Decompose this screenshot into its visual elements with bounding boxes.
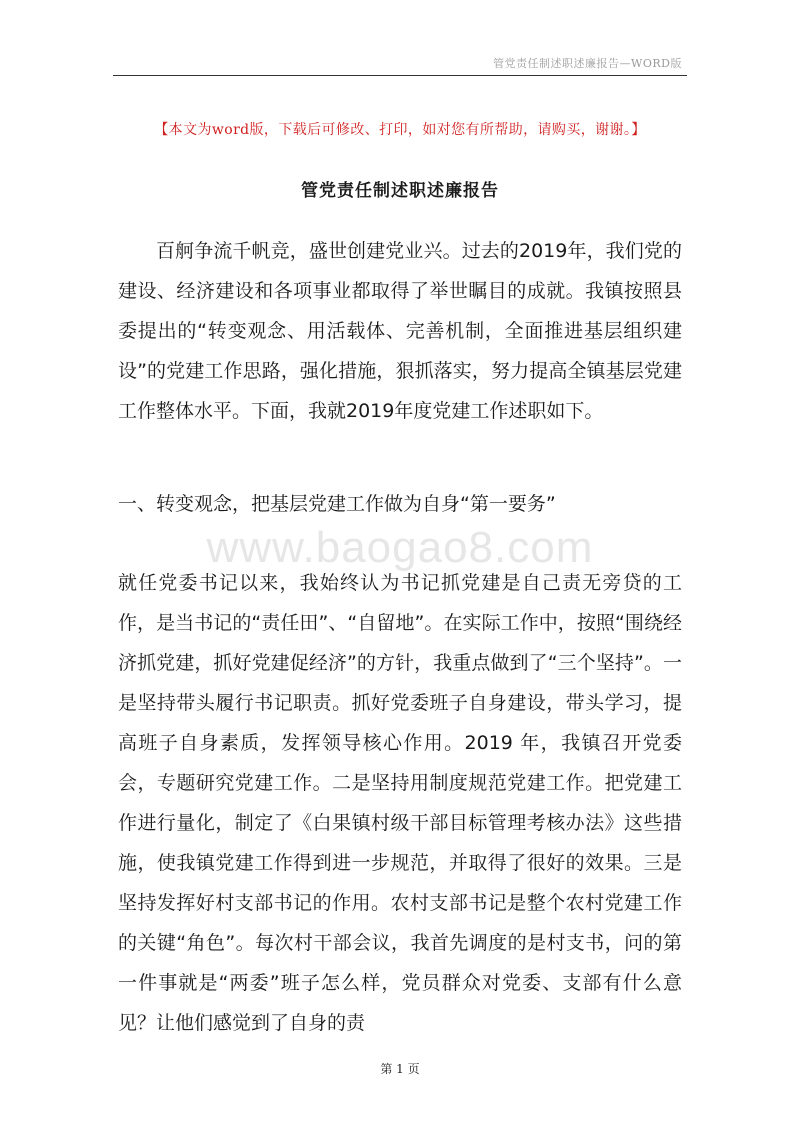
running-header: 管党责任制述职述廉报告—WORD版 bbox=[493, 57, 682, 70]
header-divider bbox=[113, 75, 687, 76]
purchase-notice: 【本文为word版，下载后可修改、打印，如对您有所帮助，请购买，谢谢。】 bbox=[154, 122, 646, 138]
document-title: 管党责任制述职述廉报告 bbox=[301, 181, 499, 201]
section-heading-1: 一、转变观念，把基层党建工作做为自身“第一要务” bbox=[118, 493, 556, 515]
paragraph-intro: 百舸争流千帆竞，盛世创建党业兴。过去的2019年，我们党的建设、经济建设和各项事业都取得了举世瞩目的成就。我镇按照县委提出的“转变观念、用活载体、完善机制，全面推进基层组织建设”的党建工作思路，强化措施，狠抓落实，努力提高全镇基层党建工作整体水平。下面，我就2019年度党建工作述职如下。 bbox=[118, 240, 682, 422]
paragraph-section-1: 就任党委书记以来，我始终认为书记抓党建是自己责无旁贷的工作，是当书记的“责任田”、“自留地”。在实际工作中，按照“围绕经济抓党建，抓好党建促经济”的方针，我重点做到了“三个坚持”。一是坚持带头履行书记职责。抓好党委班子自身建设，带头学习，提高班子自身素质，发挥领导核心作用。2019 年，我镇召开党委会，专题研究党建工作。二是坚持用制度规范党建工作。把党建工作进行量化，制定了《白果镇村级干部目标管理考核办法》这些措施，使我镇党建工作得到进一步规范，并取得了很好的效果。三是坚持发挥好村支部书记的作用。农村支部书记是整个农村党建工作的关键“角色”。每次村干部会议，我首先调度的是村支书，问的第一件事就是“两委”班子怎么样，党员群众对党委、支部有什么意见？让他们感觉到了自身的责 bbox=[118, 572, 682, 1034]
watermark-text: www.baogao8.com bbox=[206, 523, 594, 572]
page-number: 第 1 页 bbox=[380, 1062, 420, 1076]
